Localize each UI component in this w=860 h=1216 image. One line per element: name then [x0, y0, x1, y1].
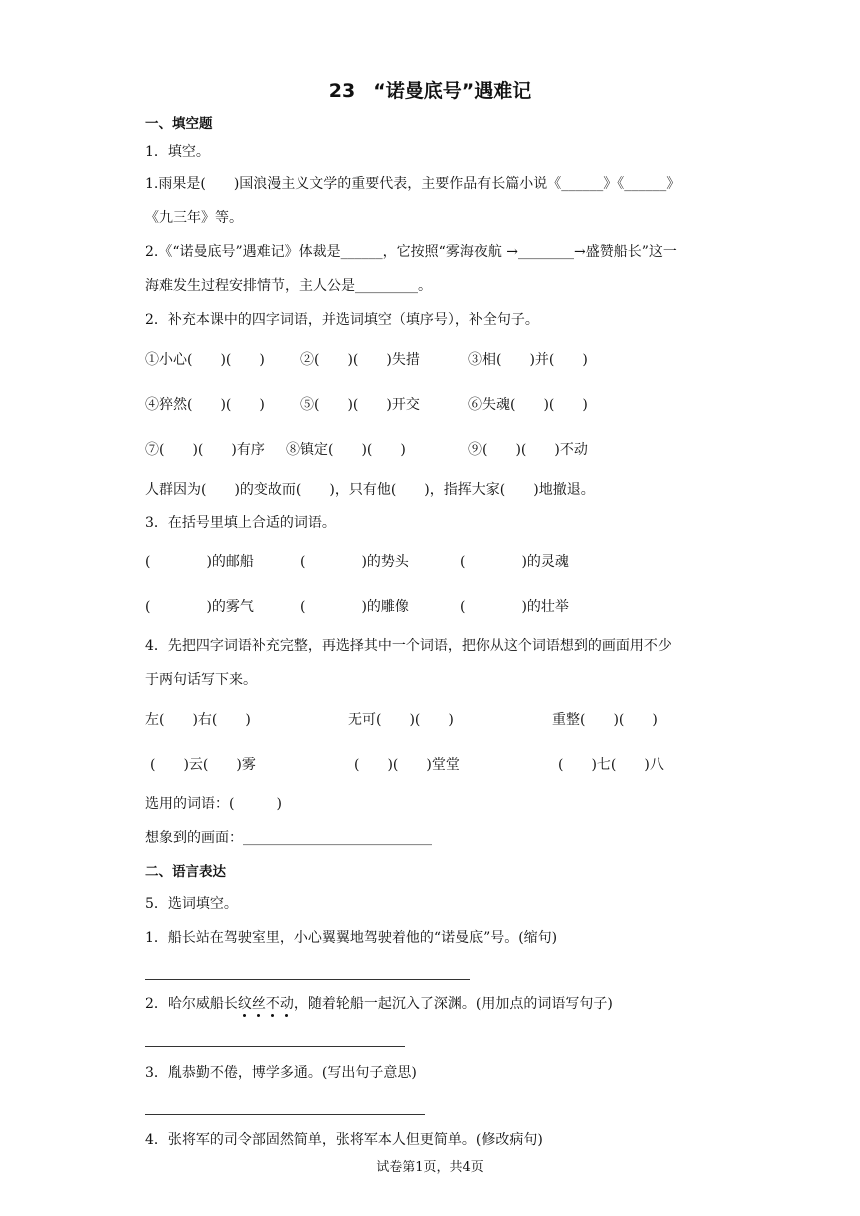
q4-imagined-scene: 想象到的画面：___________________________ [145, 830, 432, 846]
q4-chosen-word: 选用的词语：( ) [145, 796, 282, 812]
lesson-title: “诺曼底号”遇难记 [373, 80, 532, 102]
q2-item-2: ②( )( )失措 [300, 352, 420, 368]
q4-heading-2: 于两句话写下来。 [145, 672, 257, 688]
q4-word-5: ( )( )堂堂 [354, 757, 460, 773]
page-footer: 试卷第1页，共4页 [376, 1160, 484, 1175]
dotted-char-1: 纹 [237, 996, 252, 1012]
q2-item-4: ④猝然( )( ) [145, 397, 265, 413]
q3-item-3: ( )的灵魂 [460, 554, 569, 570]
q4-word-4: ( )云( )雾 [150, 757, 256, 773]
q2-item-5: ⑤( )( )开交 [300, 397, 420, 413]
q5-heading: 5．选词填空。 [145, 896, 238, 912]
q2-item-6: ⑥失魂( )( ) [468, 397, 588, 413]
answer-line-3 [145, 1114, 425, 1115]
section-heading-language: 二、语言表达 [145, 864, 226, 880]
page-title [0, 76, 860, 103]
q1-line4: 海难发生过程安排情节，主人公是_________。 [145, 278, 432, 294]
q3-item-4: ( )的雾气 [145, 599, 254, 615]
answer-line-2 [145, 1046, 405, 1047]
q1-line3: 2.《“诺曼底号”遇难记》体裁是______，它按照“雾海夜航 →________→盛赞船长”这一 [145, 244, 677, 260]
section-heading-fill-in: 一、填空题 [145, 116, 213, 132]
q3-item-6: ( )的壮举 [460, 599, 569, 615]
lesson-number: 23 [328, 80, 356, 102]
q2-sentence: 人群因为( )的变故而( )，只有他( )，指挥大家( )地撤退。 [145, 482, 595, 498]
q4-word-3: 重整( )( ) [552, 712, 658, 728]
q4-word-6: ( )七( )八 [558, 757, 664, 773]
q5-sentence-1: 1．船长站在驾驶室里，小心翼翼地驾驶着他的“诺曼底”号。(缩句) [145, 930, 558, 946]
dotted-char-4: 动 [279, 996, 294, 1012]
q1-heading: 1．填空。 [145, 144, 210, 160]
q4-word-1: 左( )右( ) [145, 712, 251, 728]
q5-sentence-2 [145, 994, 613, 1014]
q2-item-3: ③相( )并( ) [468, 352, 588, 368]
q5-sentence-4: 4．张将军的司令部固然简单，张将军本人但更简单。(修改病句) [145, 1132, 543, 1148]
q3-item-1: ( )的邮船 [145, 554, 254, 570]
q4-heading-1: 4．先把四字词语补充完整，再选择其中一个词语，把你从这个词语想到的画面用不少 [145, 638, 672, 654]
q2-item-8: ⑧镇定( )( ) [286, 442, 406, 458]
dotted-char-2: 丝 [251, 996, 266, 1012]
q1-line1: 1.雨果是( )国浪漫主义文学的重要代表，主要作品有长篇小说《______》《______》 [145, 176, 681, 192]
q5-sentence-2-start: 2．哈尔威船长 [145, 996, 238, 1012]
q1-line2: 《九三年》等。 [145, 210, 243, 226]
q2-item-7: ⑦( )( )有序 [145, 442, 265, 458]
q3-item-5: ( )的雕像 [300, 599, 409, 615]
q2-item-9: ⑨( )( )不动 [468, 442, 588, 458]
q2-item-1: ①小心( )( ) [145, 352, 265, 368]
answer-line-1 [145, 979, 470, 980]
q4-word-2: 无可( )( ) [348, 712, 454, 728]
q5-sentence-3: 3．胤恭勤不倦，博学多通。(写出句子意思) [145, 1065, 417, 1081]
q3-item-2: ( )的势头 [300, 554, 409, 570]
q2-heading: 2．补充本课中的四字词语，并选词填空（填序号），补全句子。 [145, 312, 539, 328]
q3-heading: 3．在括号里填上合适的词语。 [145, 515, 336, 531]
q5-sentence-2-end: ，随着轮船一起沉入了深渊。(用加点的词语写句子) [293, 996, 613, 1012]
dotted-char-3: 不 [265, 996, 280, 1012]
